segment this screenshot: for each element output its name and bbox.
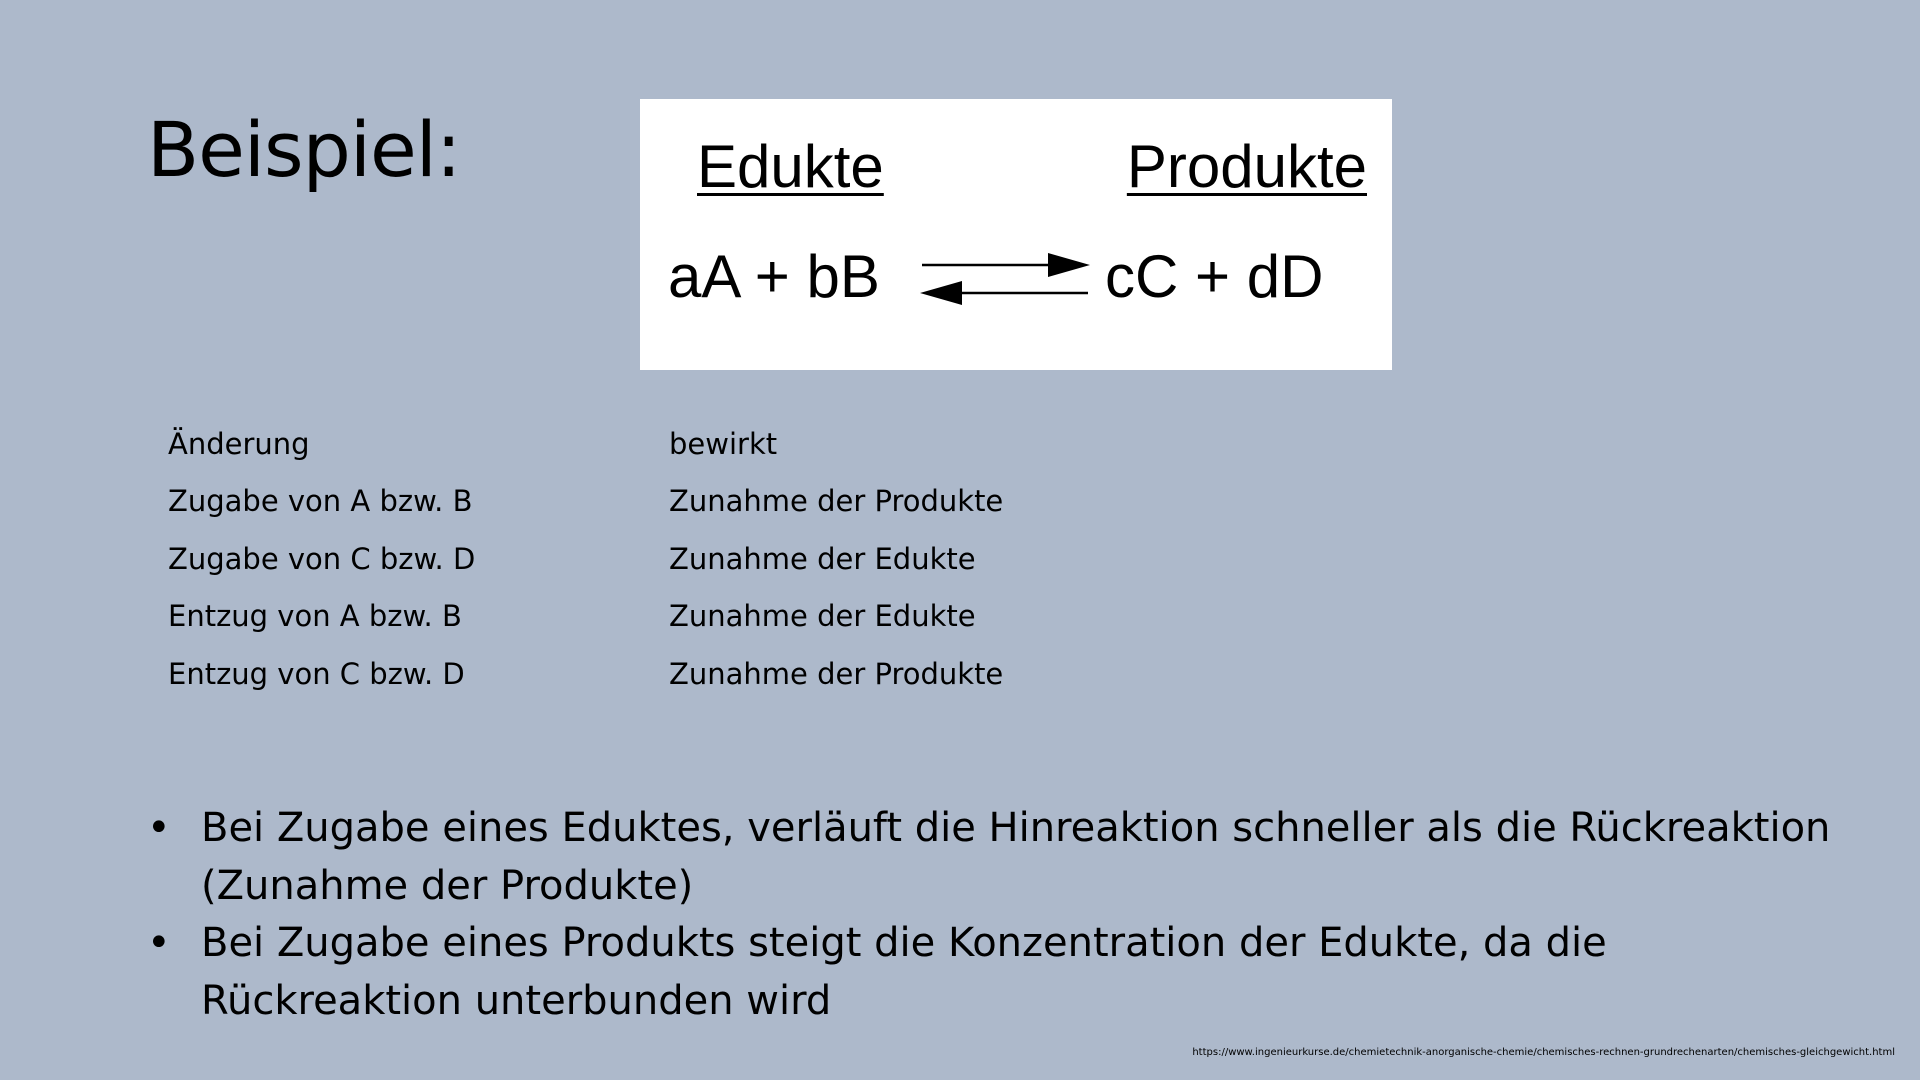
- list-item: [145, 915, 1845, 1030]
- educts-formula: aA + bB: [668, 243, 880, 310]
- change-effect-table: [168, 415, 1003, 703]
- table-cell-effect: Zunahme der Produkte: [669, 484, 1004, 519]
- table-cell-effect: Zunahme der Edukte: [669, 541, 976, 576]
- table-cell-effect: Zunahme der Edukte: [669, 599, 976, 634]
- table-cell-change: Zugabe von A bzw. B: [168, 484, 473, 519]
- slide-title: Beispiel:: [147, 105, 461, 194]
- table-header-row: [168, 415, 1003, 473]
- products-heading: Produkte: [1126, 133, 1367, 200]
- bullet-icon: •: [147, 920, 171, 966]
- table-cell-change: Zugabe von C bzw. D: [168, 541, 476, 576]
- reaction-equation-image: [640, 99, 1392, 370]
- products-formula: cC + dD: [1105, 243, 1324, 310]
- table-cell-change: Entzug von A bzw. B: [168, 599, 462, 634]
- bullet-icon: •: [147, 805, 171, 851]
- bullet-text: Bei Zugabe eines Produkts steigt die Konzentration der Edukte, da die Rückreaktion unterbunden wird: [201, 920, 1607, 1024]
- header-change: Änderung: [168, 426, 310, 461]
- bullet-text: Bei Zugabe eines Eduktes, verläuft die Hinreaktion schneller als die Rückreaktion (Zunahme der Produkte): [201, 805, 1831, 909]
- header-effect: bewirkt: [669, 426, 778, 461]
- table-cell-change: Entzug von C bzw. D: [168, 656, 465, 691]
- table-cell-effect: Zunahme der Produkte: [669, 656, 1004, 691]
- table-row: [168, 530, 1003, 588]
- bullet-list: [145, 800, 1845, 1030]
- educts-heading: Edukte: [697, 133, 884, 200]
- table-row: [168, 588, 1003, 646]
- source-url: https://www.ingenieurkurse.de/chemietechnik-anorganische-chemie/chemisches-rechnen-grundrechenarten/chemisches-gleichgewicht.html: [1192, 1047, 1895, 1058]
- equilibrium-arrow-icon: [920, 249, 1090, 309]
- list-item: [145, 800, 1845, 915]
- table-row: [168, 645, 1003, 703]
- table-row: [168, 473, 1003, 531]
